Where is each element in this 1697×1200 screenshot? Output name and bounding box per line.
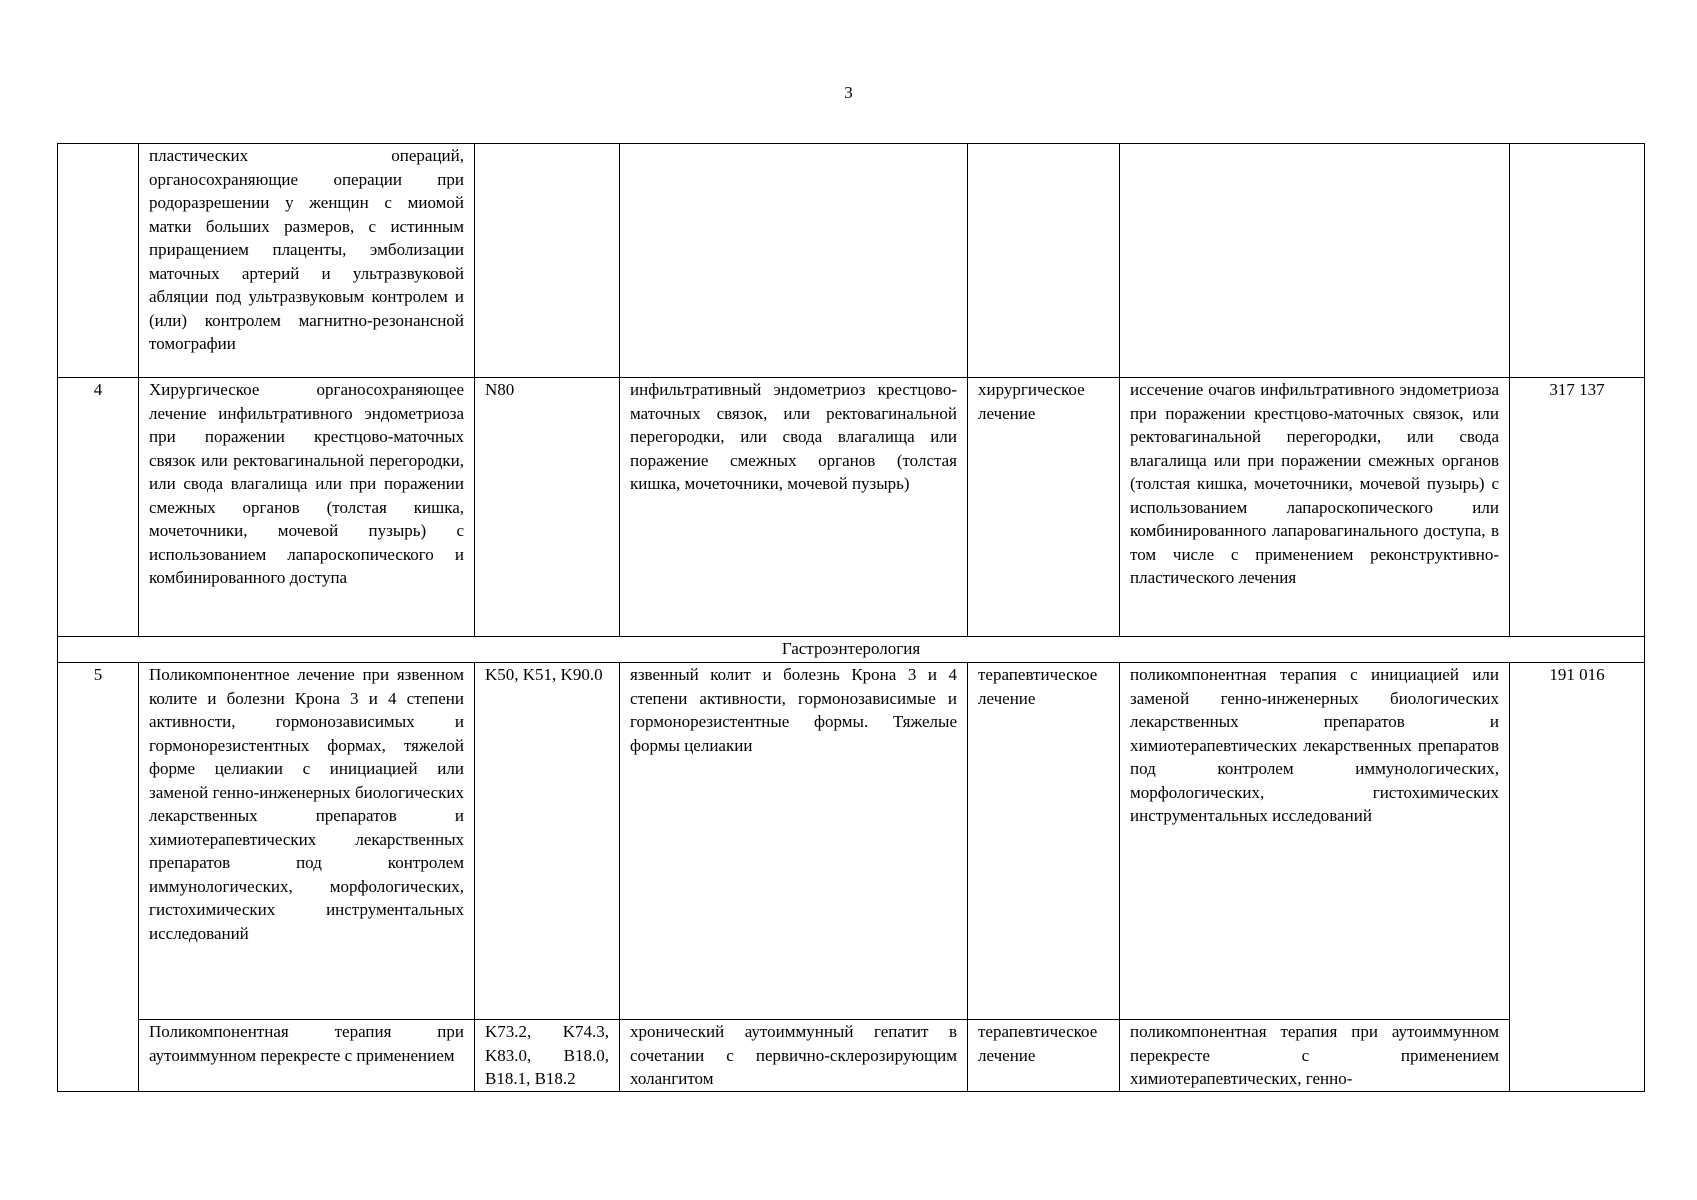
- cost-cell: 317 137: [1510, 378, 1645, 637]
- icd-code-cell: [475, 144, 620, 378]
- treatment-type-cell: хирургическое лечение: [968, 378, 1120, 637]
- service-name-cell: пластических операций, органосохраняющие операции при родоразрешении у женщин с миомой матки больших размеров, с истинным приращением плаценты, эмболизации маточных артерий и ультразвуковой абляции под ультразвуковым контролем и (или) контролем магнитно-резонансной томографии: [139, 144, 475, 378]
- treatment-method-cell: поликомпонентная терапия с инициацией или заменой генно-инженерных биологических лекарственных препаратов и химиотерапевтических лекарственных препаратов под контролем иммунологических, морфологических, гистохимических инструментальных исследований: [1120, 663, 1510, 1020]
- treatment-method-cell: иссечение очагов инфильтративного эндометриоза при поражении крестцово-маточных связок, или ректовагинальной перегородки, или свода влагалища или при поражении смежных органов (толстая кишка, мочеточники, мочевой пузырь) с использованием лапароскопического или комбинированного лапаровагинального доступа, в том числе с применением реконструктивно-пластического лечения: [1120, 378, 1510, 637]
- icd-code-cell: K50, K51, K90.0: [475, 663, 620, 1020]
- row-number-cell: 5: [58, 663, 139, 1092]
- patient-model-cell: инфильтративный эндометриоз крестцово-маточных связок, или ректовагинальной перегородки, или свода влагалища или поражение смежных органов (толстая кишка, мочеточники, мочевой пузырь): [620, 378, 968, 637]
- table-row-5: [58, 663, 1645, 1020]
- table-row-4: [58, 378, 1645, 637]
- section-title: Гастроэнтерология: [58, 637, 1645, 663]
- treatment-method-cell: поликомпонентная терапия при аутоиммунном перекресте с применением химиотерапевтических, генно-: [1120, 1020, 1510, 1092]
- treatment-method-cell: [1120, 144, 1510, 378]
- service-name-cell: Поликомпонентная терапия при аутоиммунном перекресте с применением: [139, 1020, 475, 1092]
- row-number-cell: 4: [58, 378, 139, 637]
- patient-model-cell: язвенный колит и болезнь Крона 3 и 4 степени активности, гормонозависимые и гормонорезистентные формы. Тяжелые формы целиакии: [620, 663, 968, 1020]
- section-header-row: [58, 637, 1645, 663]
- row-number-cell: [58, 144, 139, 378]
- table-row-5-continued: [58, 1020, 1645, 1092]
- treatment-type-cell: терапевтическое лечение: [968, 1020, 1120, 1092]
- cost-cell: [1510, 144, 1645, 378]
- treatment-type-cell: терапевтическое лечение: [968, 663, 1120, 1020]
- service-name-cell: Поликомпонентное лечение при язвенном колите и болезни Крона 3 и 4 степени активности, гормонозависимых и гормонорезистентных формах, тяжелой форме целиакии с инициацией или заменой генно-инженерных биологических лекарственных препаратов и химиотерапевтических лекарственных препаратов под контролем иммунологических, морфологических, гистохимических инструментальных исследований: [139, 663, 475, 1020]
- icd-code-cell: K73.2, K74.3, K83.0, B18.0, B18.1, B18.2: [475, 1020, 620, 1092]
- patient-model-cell: [620, 144, 968, 378]
- services-table: [57, 143, 1645, 1092]
- treatment-type-cell: [968, 144, 1120, 378]
- icd-code-cell: N80: [475, 378, 620, 637]
- page-number: 3: [844, 83, 853, 102]
- table-row-continuation: [58, 144, 1645, 378]
- service-name-cell: Хирургическое органосохраняющее лечение инфильтративного эндометриоза при поражении крестцово-маточных связок или ректовагинальной перегородки, или свода влагалища или при поражении смежных органов (толстая кишка, мочеточники, мочевой пузырь) с использованием лапароскопического и комбинированного доступа: [139, 378, 475, 637]
- patient-model-cell: хронический аутоиммунный гепатит в сочетании с первично-склерозирующим холангитом: [620, 1020, 968, 1092]
- cost-cell: 191 016: [1510, 663, 1645, 1092]
